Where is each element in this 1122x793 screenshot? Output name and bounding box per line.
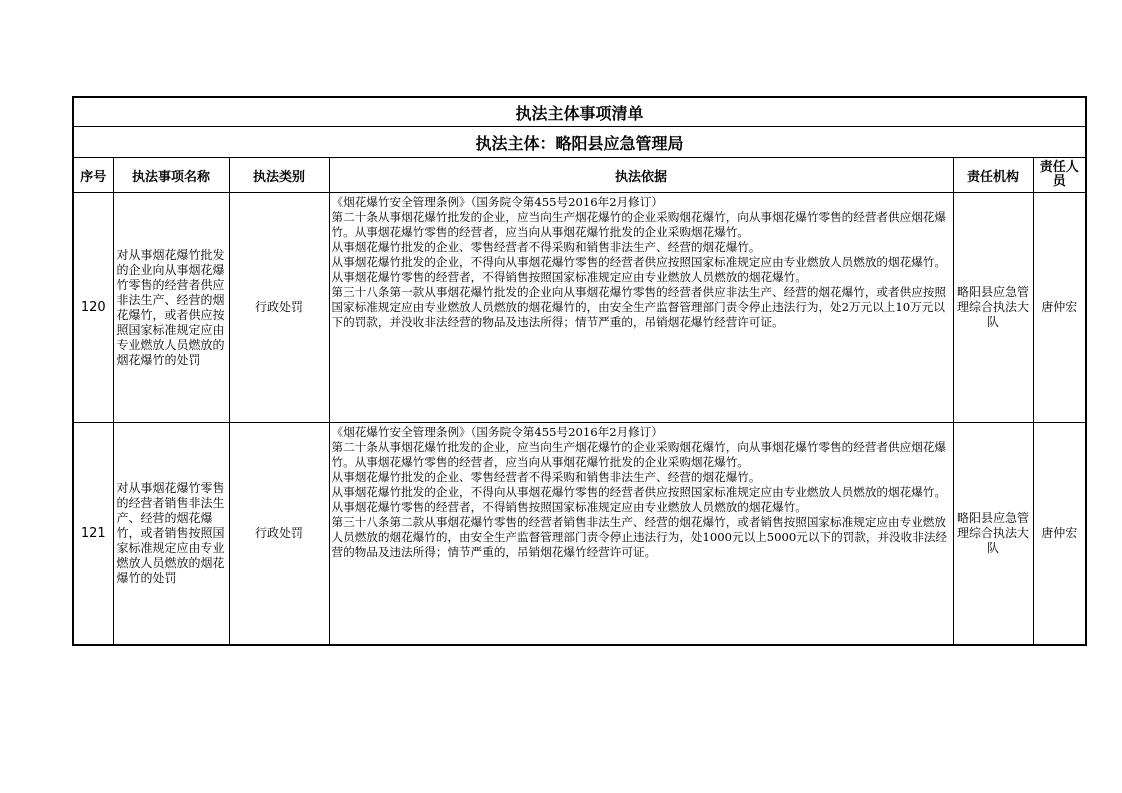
row-item-name: 对从事烟花爆竹零售的经营者销售非法生产、经营的烟花爆竹，或者销售按照国家标准规定应由专业燃放人员燃放的烟花爆竹的处罚	[113, 423, 229, 645]
row-seq: 121	[73, 423, 113, 645]
row-category: 行政处罚	[229, 193, 329, 423]
row-basis	[329, 193, 953, 423]
basis-paragraph: 从事烟花爆竹批发的企业、零售经营者不得采购和销售非法生产、经营的烟花爆竹。	[331, 240, 761, 254]
table-row	[73, 423, 1086, 645]
row-basis	[329, 423, 953, 645]
subject-row	[73, 127, 1086, 158]
table-row	[73, 193, 1086, 423]
header-row	[73, 158, 1086, 193]
basis-paragraph: 从事烟花爆竹批发的企业，不得向从事烟花爆竹零售的经营者供应按照国家标准规定应由专业燃放人员燃放的烟花爆竹。从事烟花爆竹零售的经营者，不得销售按照国家标准规定应由专业燃放人员燃放的烟花爆竹。	[331, 255, 946, 284]
header-category: 执法类别	[229, 158, 329, 193]
basis-paragraph: 从事烟花爆竹批发的企业，不得向从事烟花爆竹零售的经营者供应按照国家标准规定应由专业燃放人员燃放的烟花爆竹。从事烟花爆竹零售的经营者，不得销售按照国家标准规定应由专业燃放人员燃放的烟花爆竹。	[331, 485, 946, 514]
header-item-name: 执法事项名称	[113, 158, 229, 193]
enforcement-subject: 执法主体：略阳县应急管理局	[73, 127, 1086, 158]
row-category: 行政处罚	[229, 423, 329, 645]
header-person: 责任人员	[1033, 158, 1086, 193]
header-seq: 序号	[73, 158, 113, 193]
row-seq: 120	[73, 193, 113, 423]
basis-paragraph: 第三十八条第一款从事烟花爆竹批发的企业向从事烟花爆竹零售的经营者供应非法生产、经营的烟花爆竹，或者供应按照国家标准规定应由专业燃放人员燃放的烟花爆竹的，由安全生产监督管理部门责令停止违法行为，处2万元以上10万元以下的罚款，并没收非法经营的物品及违法所得；情节严重的，吊销烟花爆竹经营许可证。	[331, 285, 946, 329]
basis-paragraph: 《烟花爆竹安全管理条例》（国务院令第455号2016年2月修订）	[331, 195, 663, 209]
title-row	[73, 97, 1086, 127]
row-org: 略阳县应急管理综合执法大队	[953, 193, 1033, 423]
enforcement-items-table	[72, 96, 1087, 646]
basis-paragraph: 第三十八条第二款从事烟花爆竹零售的经营者销售非法生产、经营的烟花爆竹，或者销售按照国家标准规定应由专业燃放人员燃放的烟花爆竹的，由安全生产监督管理部门责令停止违法行为，处1000元以上5000元以下的罚款，并没收非法经营的物品及违法所得；情节严重的，吊销烟花爆竹经营许可证。	[331, 515, 948, 559]
table-title: 执法主体事项清单	[73, 97, 1086, 127]
row-person: 唐仲宏	[1033, 193, 1086, 423]
basis-paragraph: 第二十条从事烟花爆竹批发的企业，应当向生产烟花爆竹的企业采购烟花爆竹，向从事烟花爆竹零售的经营者供应烟花爆竹。从事烟花爆竹零售的经营者，应当向从事烟花爆竹批发的企业采购烟花爆竹。	[331, 440, 946, 469]
row-item-name: 对从事烟花爆竹批发的企业向从事烟花爆竹零售的经营者供应非法生产、经营的烟花爆竹，或者供应按照国家标准规定应由专业燃放人员燃放的烟花爆竹的处罚	[113, 193, 229, 423]
header-basis: 执法依据	[329, 158, 953, 193]
basis-paragraph: 第二十条从事烟花爆竹批发的企业，应当向生产烟花爆竹的企业采购烟花爆竹，向从事烟花爆竹零售的经营者供应烟花爆竹。从事烟花爆竹零售的经营者，应当向从事烟花爆竹批发的企业采购烟花爆竹。	[331, 210, 946, 239]
basis-paragraph: 从事烟花爆竹批发的企业、零售经营者不得采购和销售非法生产、经营的烟花爆竹。	[331, 470, 761, 484]
basis-paragraph: 《烟花爆竹安全管理条例》（国务院令第455号2016年2月修订）	[331, 425, 663, 439]
header-org: 责任机构	[953, 158, 1033, 193]
row-org: 略阳县应急管理综合执法大队	[953, 423, 1033, 645]
row-person: 唐仲宏	[1033, 423, 1086, 645]
